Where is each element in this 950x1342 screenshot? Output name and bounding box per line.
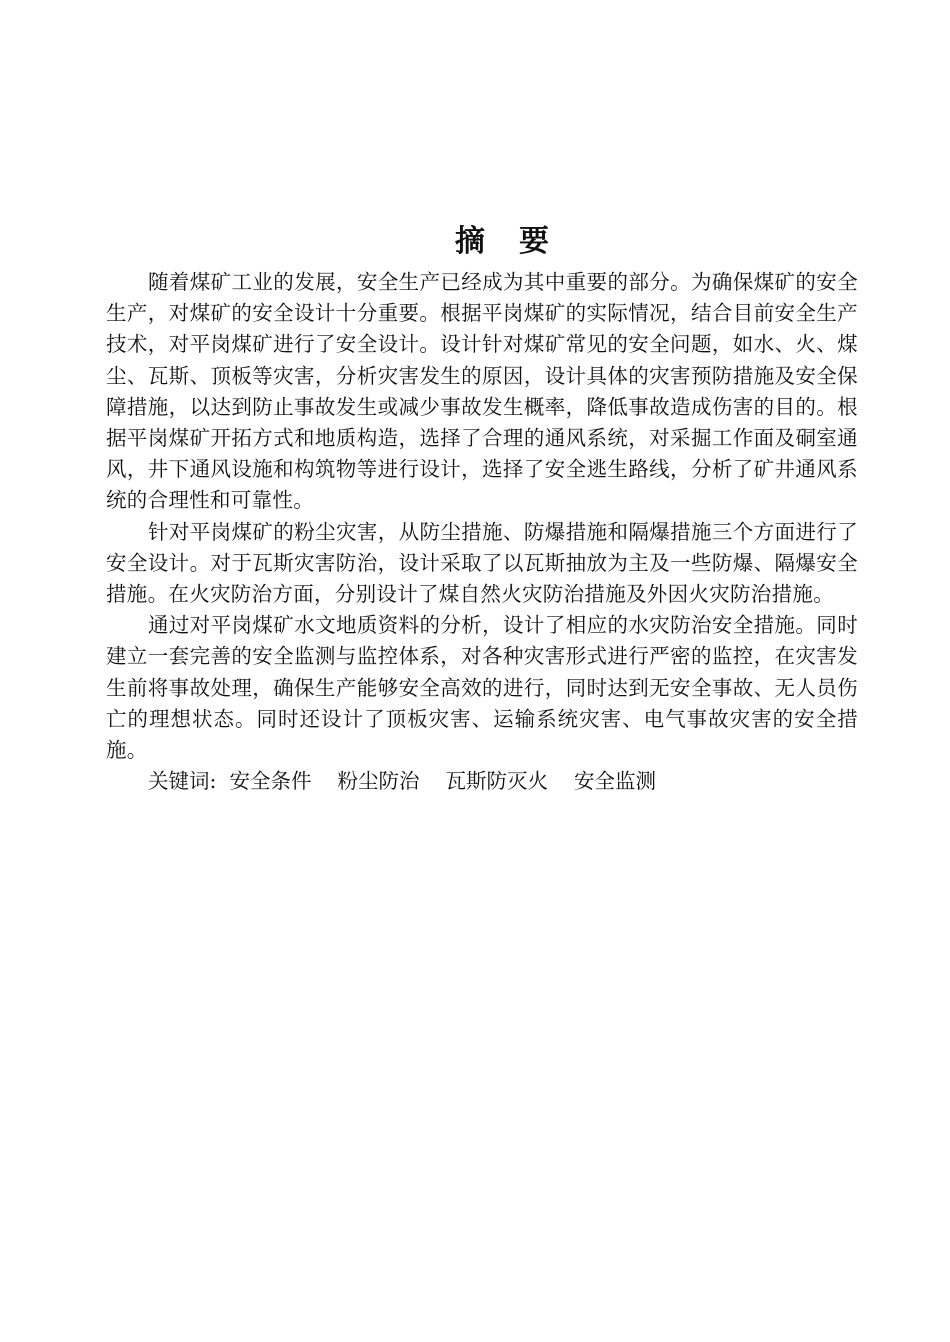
abstract-title-part1: 摘 [455, 224, 485, 259]
abstract-paragraph-2: 针对平岗煤矿的粉尘灾害，从防尘措施、防爆措施和隔爆措施三个方面进行了安全设计。对于瓦斯灾害防治，设计采取了以瓦斯抽放为主及一些防爆、隔爆安全措施。在火灾防治方面，分别设计了煤自然火灾防治措施及外因火灾防治措施。 [106, 519, 858, 607]
keywords-label: 关键词: [148, 769, 217, 794]
abstract-body [106, 267, 858, 797]
abstract-title-part2: 要 [519, 224, 549, 259]
abstract-title [0, 218, 950, 266]
keyword-item: 安全监测 [573, 769, 656, 794]
keyword-item: 粉尘防治 [337, 769, 420, 794]
keyword-item: 安全条件 [229, 769, 312, 794]
keyword-item: 瓦斯防灭火 [445, 769, 548, 794]
keywords-line [106, 766, 858, 797]
abstract-paragraph-3: 通过对平岗煤矿水文地质资料的分析，设计了相应的水灾防治安全措施。同时建立一套完善的安全监测与监控体系，对各种灾害形式进行严密的监控，在灾害发生前将事故处理，确保生产能够安全高效的进行，同时达到无安全事故、无人员伤亡的理想状态。同时还设计了顶板灾害、运输系统灾害、电气事故灾害的安全措施。 [106, 613, 858, 763]
abstract-paragraph-1: 随着煤矿工业的发展，安全生产已经成为其中重要的部分。为确保煤矿的安全生产，对煤矿的安全设计十分重要。根据平岗煤矿的实际情况，结合目前安全生产技术，对平岗煤矿进行了安全设计。设计针对煤矿常见的安全问题，如水、火、煤尘、瓦斯、顶板等灾害，分析灾害发生的原因，设计具体的灾害预防措施及安全保障措施，以达到防止事故发生或减少事故发生概率，降低事故造成伤害的目的。根据平岗煤矿开拓方式和地质构造，选择了合理的通风系统，对采掘工作面及硐室通风，井下通风设施和构筑物等进行设计，选择了安全逃生路线，分析了矿井通风系统的合理性和可靠性。 [106, 270, 858, 513]
